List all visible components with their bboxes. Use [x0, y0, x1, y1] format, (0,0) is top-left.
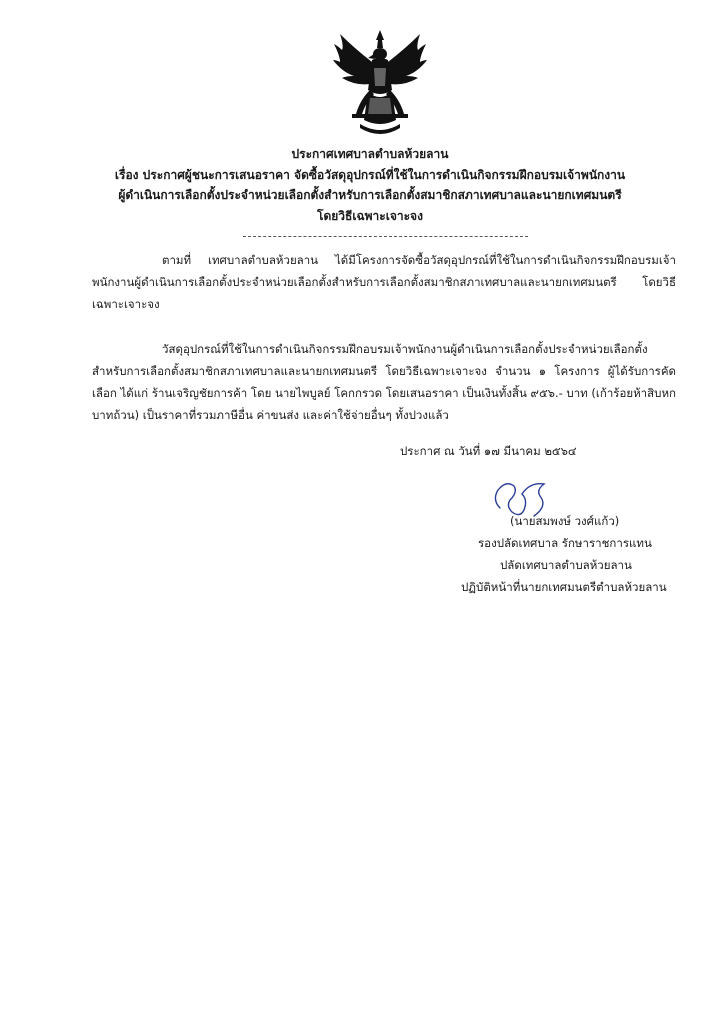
- announcement-date: ประกาศ ณ วันที่ ๑๗ มีนาคม ๒๕๖๔: [400, 444, 577, 458]
- body-paragraph-1: [92, 249, 676, 315]
- subject-line-2: ผู้ดำเนินการเลือกตั้งประจำหน่วยเลือกตั้งสำหรับการเลือกตั้งสมาชิกสภาเทศบาลและนายกเทศมนตรี: [118, 188, 622, 202]
- signer-position-3: ปฏิบัติหน้าที่นายกเทศมนตรีตำบลห้วยลาน: [461, 580, 667, 594]
- subject-line-3: โดยวิธีเฉพาะเจาะจง: [317, 209, 423, 223]
- signer-position-2: ปลัดเทศบาลตำบลห้วยลาน: [500, 558, 632, 572]
- signer-position-1: รองปลัดเทศบาล รักษาราชการแทน: [478, 536, 652, 550]
- document-title: ประกาศเทศบาลตำบลห้วยลาน: [291, 147, 449, 161]
- signer-name: (นายสมพงษ์ วงศ์แก้ว): [510, 514, 620, 528]
- garuda-emblem-icon: [330, 28, 430, 138]
- body-paragraph-2: [92, 338, 676, 426]
- paragraph-1-text: ตามที่ เทศบาลตำบลห้วยลาน ได้มีโครงการจัดซื้อวัสดุอุปกรณ์ที่ใช้ในการดำเนินกิจกรรมฝึกอบรมเจ้าพนักงานผู้ดำเนินการเลือกตั้งประจำหน่วยเลือกตั้งสำหรับการเลือกตั้งสมาชิกสภาเทศบาลและนายกเทศมนตรี โดยวิธีเฉพาะเจาะจง: [92, 253, 676, 311]
- dashed-divider: [243, 236, 528, 237]
- paragraph-2-text: วัสดุอุปกรณ์ที่ใช้ในการดำเนินกิจกรรมฝึกอบรมเจ้าพนักงานผู้ดำเนินการเลือกตั้งประจำหน่วยเลือกตั้งสำหรับการเลือกตั้งสมาชิกสภาเทศบาลและนายกเทศมนตรี โดยวิธีเฉพาะเจาะจง จำนวน ๑ โครงการ ผู้ได้รับการคัดเลือก ได้แก่ ร้านเจริญชัยการค้า โดย นายไพบูลย์ โคกกรวด โดยเสนอราคา เป็นเงินทั้งสิ้น ๙๕๖.- บาท (เก้าร้อยห้าสิบหกบาทถ้วน) เป็นราคาที่รวมภาษีอื่น ค่าขนส่ง และค่าใช้จ่ายอื่นๆ ทั้งปวงแล้ว: [92, 342, 676, 422]
- subject-line-1: เรื่อง ประกาศผู้ชนะการเสนอราคา จัดซื้อวัสดุอุปกรณ์ที่ใช้ในการดำเนินกิจกรรมฝึกอบรมเจ้าพนักงาน: [114, 168, 626, 182]
